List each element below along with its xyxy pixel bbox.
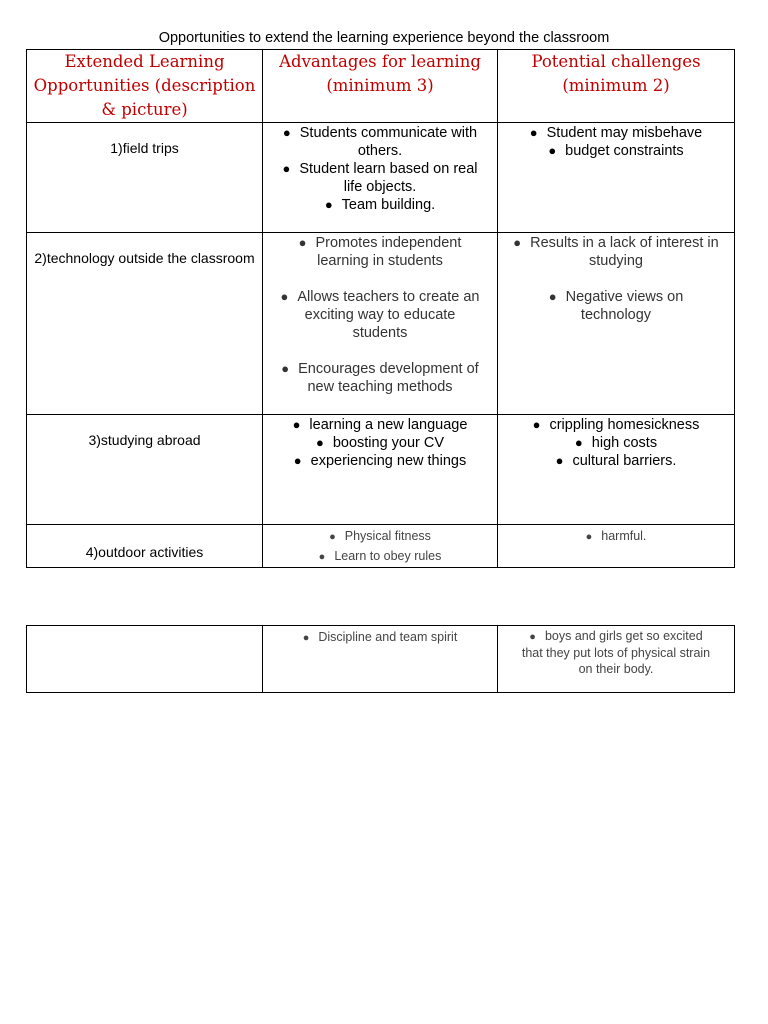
list-item: ● Encourages development of new teaching methods — [281, 361, 479, 395]
challenges-cell — [498, 233, 735, 415]
bullet-icon: ● — [555, 453, 564, 468]
row-label — [27, 626, 262, 642]
table-row — [27, 626, 735, 693]
advantages-list — [263, 233, 497, 396]
bullet-icon: ● — [548, 143, 557, 158]
bullet-icon: ● — [574, 435, 583, 450]
list-item: ● Students communicate with others. — [282, 125, 478, 159]
learning-opportunities-table — [26, 49, 735, 568]
table-row — [27, 415, 735, 525]
advantages-cell — [263, 525, 498, 568]
bullet-icon: ● — [302, 632, 310, 644]
row-label-cell — [27, 626, 263, 693]
challenges-cell — [498, 626, 735, 693]
advantages-list — [263, 123, 497, 214]
advantages-cell — [263, 415, 498, 525]
header-opportunities: Extended Learning Opportunities (description & picture) — [27, 50, 263, 123]
header-advantages: Advantages for learning (minimum 3) — [263, 50, 498, 123]
list-item: ● Physical fitness — [263, 527, 497, 547]
list-item: ● experiencing new things — [293, 453, 467, 469]
advantages-list — [263, 525, 497, 567]
bullet-icon: ● — [532, 417, 541, 432]
challenges-list — [498, 123, 734, 160]
row-label-cell — [27, 415, 263, 525]
row-label: 4)outdoor activities — [85, 544, 204, 560]
row-label-cell — [27, 525, 263, 568]
list-item: ● harmful. — [498, 527, 734, 547]
bullet-icon: ● — [513, 235, 522, 250]
bullet-icon: ● — [292, 417, 301, 432]
list-item: ● high costs — [574, 435, 658, 451]
list-item: ● Learn to obey rules — [263, 547, 497, 567]
list-item: ● crippling homesickness — [532, 417, 700, 433]
advantages-list — [263, 415, 497, 470]
header-challenges: Potential challenges (minimum 2) — [498, 50, 735, 123]
challenges-list — [498, 415, 734, 470]
bullet-icon: ● — [282, 125, 291, 140]
list-item: ● Team building. — [324, 197, 436, 213]
challenges-cell — [498, 525, 735, 568]
advantages-cell — [263, 123, 498, 233]
bullet-icon: ● — [529, 125, 538, 140]
bullet-icon: ● — [529, 631, 536, 643]
list-item: ● boosting your CV — [315, 435, 445, 451]
list-item: ● boys and girls get so excited that they put lots of physical strain on their body. — [521, 629, 711, 676]
bullet-icon: ● — [329, 531, 336, 543]
list-item: ● Student learn based on real life objects. — [282, 161, 478, 195]
row-label-cell — [27, 233, 263, 415]
table-row — [27, 525, 735, 568]
advantages-cell — [263, 233, 498, 415]
bullet-icon: ● — [282, 161, 291, 176]
list-item: ● learning a new language — [292, 417, 468, 433]
table-row — [27, 233, 735, 415]
header-row — [27, 50, 735, 123]
bullet-icon: ● — [280, 289, 289, 304]
continuation-table — [26, 625, 735, 693]
challenges-list — [498, 233, 734, 324]
list-item: ● Results in a lack of interest in studying — [513, 235, 719, 269]
bullet-icon: ● — [318, 551, 326, 563]
advantages-cell — [263, 626, 498, 693]
challenges-cell — [498, 415, 735, 525]
challenges-cell — [498, 123, 735, 233]
row-label: 2)technology outside the classroom — [34, 250, 255, 266]
list-item: ● budget constraints — [548, 143, 684, 159]
bullet-icon: ● — [548, 289, 557, 304]
list-item: ● Student may misbehave — [529, 125, 703, 141]
bullet-icon: ● — [298, 235, 307, 250]
list-item: ● Promotes independent learning in students — [298, 235, 462, 269]
row-label-cell — [27, 123, 263, 233]
table-row — [27, 123, 735, 233]
list-item: ● Negative views on technology — [548, 289, 684, 323]
list-item: ● Allows teachers to create an exciting way to educate students — [280, 289, 480, 341]
list-item: ● cultural barriers. — [555, 453, 677, 469]
challenges-list — [498, 525, 734, 547]
bullet-icon: ● — [293, 453, 302, 468]
row-label: 1)field trips — [110, 140, 179, 156]
row-label: 3)studying abroad — [88, 432, 201, 448]
advantages-list — [263, 626, 497, 648]
page-title: Opportunities to extend the learning experience beyond the classroom — [158, 30, 610, 46]
bullet-icon: ● — [315, 435, 324, 450]
challenges-list — [498, 626, 734, 677]
list-item: ● Discipline and team spirit — [263, 628, 497, 648]
bullet-icon: ● — [324, 197, 333, 212]
bullet-icon: ● — [281, 361, 290, 376]
bullet-icon: ● — [585, 531, 593, 543]
